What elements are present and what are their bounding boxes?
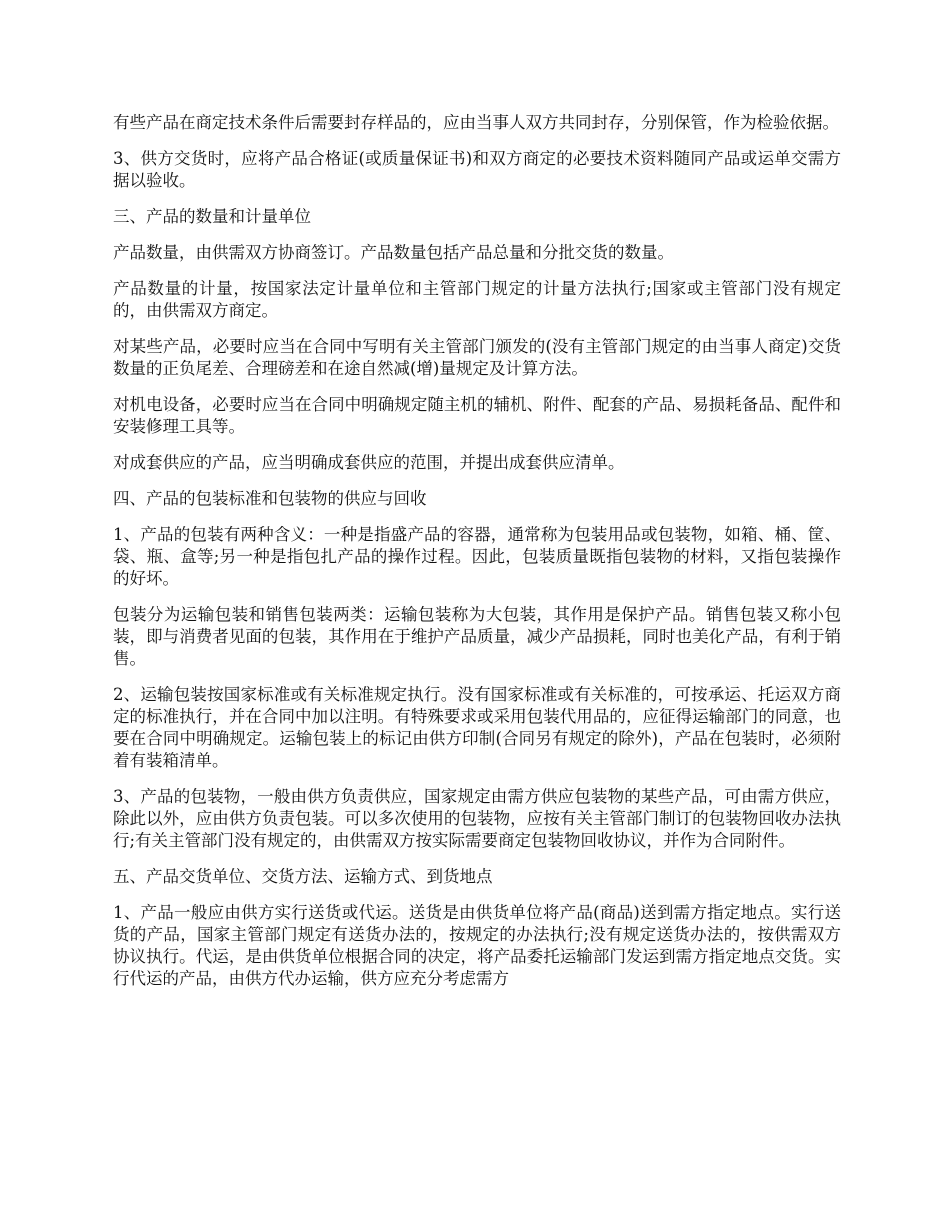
paragraph-quantity-tolerance: 对某些产品，必要时应当在合同中写明有关主管部门颁发的(没有主管部门规定的由当事人商定)交货数量的正负尾差、合理磅差和在途自然减(增)量规定及计算方法。 (113, 337, 841, 378)
paragraph-delivery-method: 1、产品一般应由供方实行送货或代运。送货是由供货单位将产品(商品)送到需方指定地点。实行送货的产品，国家主管部门规定有送货办法的，按规定的办法执行;没有规定送货办法的，按供需双方协议执行。代运，是由供货单位根据合同的决定，将产品委托运输部门发运到需方指定地点交货。实行代运的产品，由供方代办运输，供方应充分考虑需方 (113, 903, 841, 988)
document-body (113, 112, 841, 1004)
paragraph-packaging-supply: 3、产品的包装物，一般由供方负责供应，国家规定由需方供应包装物的某些产品，可由需方供应，除此以外，应由供方负责包装。可以多次使用的包装物，应按有关主管部门制订的包装物回收办法执行;有关主管部门没有规定的，由供需双方按实际需要商定包装物回收协议，并作为合同附件。 (113, 787, 841, 850)
paragraph-packaging-meaning: 1、产品的包装有两种含义：一种是指盛产品的容器，通常称为包装用品或包装物，如箱、桶、筐、袋、瓶、盒等;另一种是指包扎产品的操作过程。因此，包装质量既指包装物的材料，又指包装操作的好坏。 (113, 525, 841, 588)
paragraph-electromechanical: 对机电设备，必要时应当在合同中明确规定随主机的辅机、附件、配套的产品、易损耗备品、配件和安装修理工具等。 (113, 395, 841, 436)
section-heading-quantity: 三、产品的数量和计量单位 (113, 207, 311, 226)
section-heading-delivery: 五、产品交货单位、交货方法、运输方式、到货地点 (113, 867, 493, 886)
paragraph-packaging-types: 包装分为运输包装和销售包装两类：运输包装称为大包装，其作用是保护产品。销售包装又称小包装，即与消费者见面的包装，其作用在于维护产品质量，减少产品损耗，同时也美化产品，有利于销售。 (113, 605, 841, 668)
paragraph-quantity-agreement: 产品数量，由供需双方协商签订。产品数量包括产品总量和分批交货的数量。 (113, 243, 674, 262)
paragraph-transport-packaging: 2、运输包装按国家标准或有关标准规定执行。没有国家标准或有关标准的，可按承运、托运双方商定的标准执行，并在合同中加以注明。有特殊要求或采用包装代用品的，应征得运输部门的同意，也要在合同中明确规定。运输包装上的标记由供方印制(合同另有规定的除外)，产品在包装时，必须附着有装箱清单。 (113, 685, 841, 770)
paragraph-sample-sealing: 有些产品在商定技术条件后需要封存样品的，应由当事人双方共同封存，分别保管，作为检验依据。 (113, 113, 839, 132)
paragraph-complete-sets: 对成套供应的产品，应当明确成套供应的范围，并提出成套供应清单。 (113, 453, 625, 472)
section-heading-packaging: 四、产品的包装标准和包装物的供应与回收 (113, 489, 427, 508)
paragraph-quantity-measurement: 产品数量的计量，按国家法定计量单位和主管部门规定的计量方法执行;国家或主管部门没有规定的，由供需双方商定。 (113, 279, 841, 320)
paragraph-delivery-certificate: 3、供方交货时，应将产品合格证(或质量保证书)和双方商定的必要技术资料随同产品或运单交需方据以验收。 (113, 149, 841, 190)
